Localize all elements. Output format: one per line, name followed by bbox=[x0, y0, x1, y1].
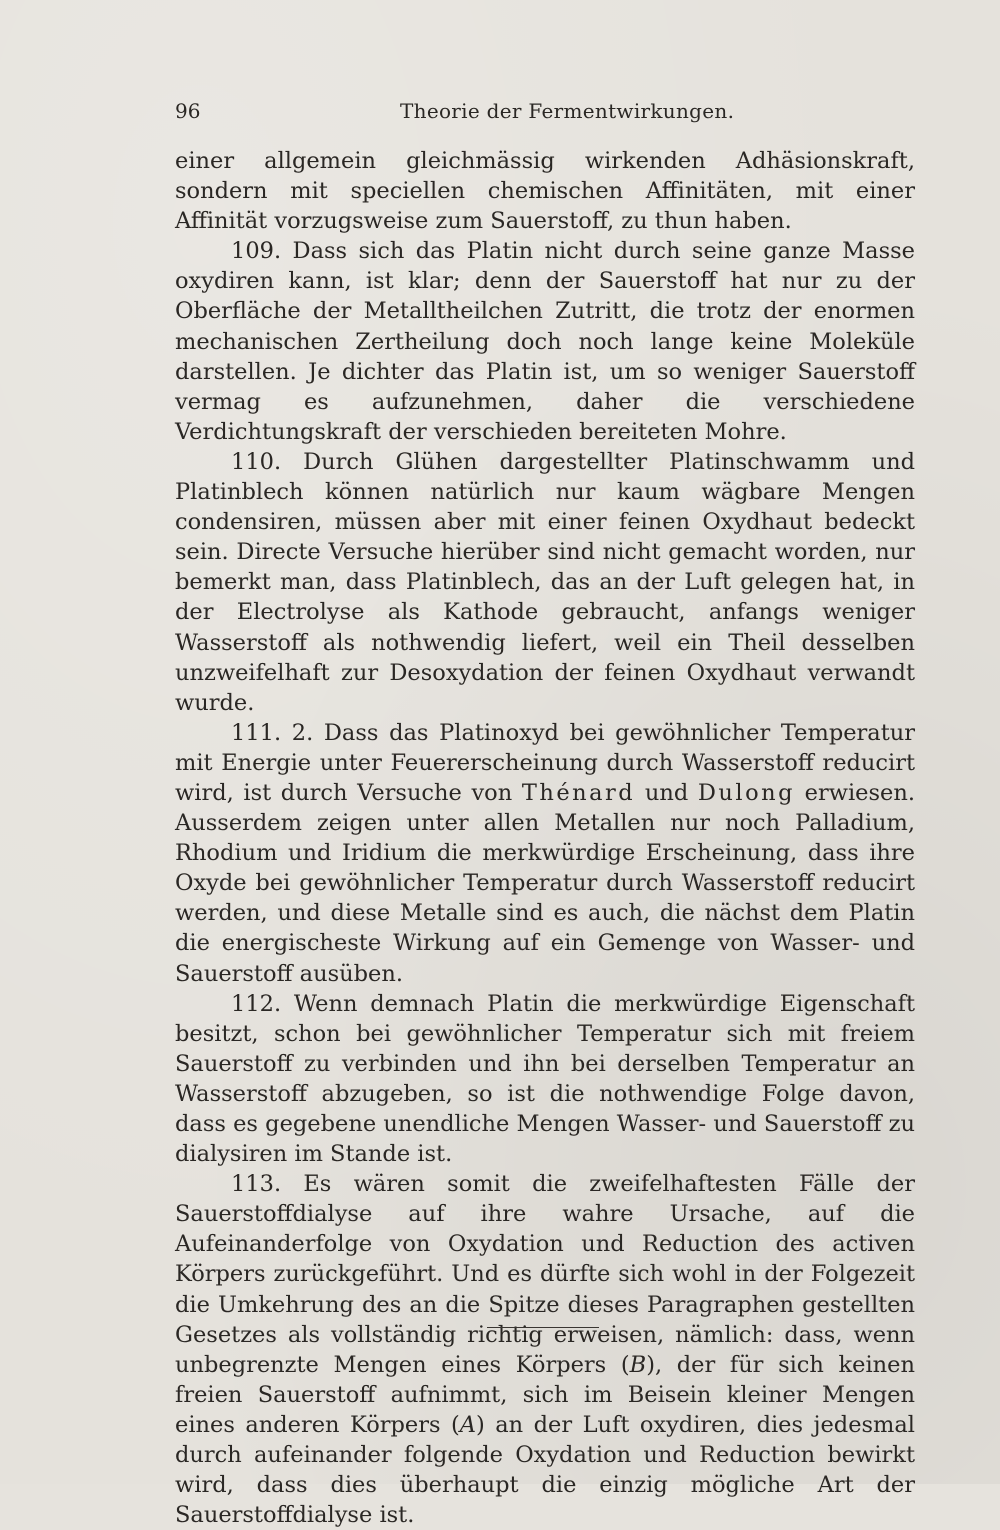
running-header bbox=[175, 97, 915, 125]
paragraph-111-text-end: erwiesen. Ausserdem zeigen unter allen Metallen nur noch Palladium, Rhodium und Iridium die merkwürdige Erscheinung, dass ihre Oxyde bei gewöhnlicher Temperatur durch Wasserstoff reducirt werden, und diese Metalle sind es auch, die nächst dem Platin die energischeste Wirkung auf ein Gemenge von Wasser- und Sauerstoff ausüben. bbox=[175, 779, 915, 987]
paragraph-112: 112. Wenn demnach Platin die merkwürdige Eigenschaft besitzt, schon bei gewöhnlicher Temperatur sich mit freiem Sauerstoff zu verbinden und ihn bei derselben Temperatur an Wasserstoff abzugeben, so ist die nothwendige Folge davon, dass es gegebene unendliche Mengen Wasser- und Sauerstoff zu dialysiren im Stande ist. bbox=[175, 990, 915, 1168]
paragraph-111-text-start: 111. 2. Dass das Platinoxyd bei gewöhnlicher Temperatur mit Energie unter Feuererscheinung durch Wasserstoff reducirt wird, ist durch Versuche von bbox=[175, 719, 915, 806]
running-title: Theorie der Fermentwirkungen. bbox=[400, 99, 735, 123]
paragraph-109: 109. Dass sich das Platin nicht durch seine ganze Masse oxydiren kann, ist klar; denn der Sauerstoff hat nur zu der Oberfläche der Metalltheilchen Zutritt, die trotz der enormen mechanischen Zertheilung doch noch lange keine Moleküle darstellen. Je dichter das Platin ist, um so weniger Sauerstoff vermag es aufzunehmen, daher die verschiedene Verdichtungskraft der verschieden bereiteten Mohre. bbox=[175, 238, 915, 445]
section-end-rule bbox=[487, 1327, 599, 1328]
body-text bbox=[175, 146, 915, 1530]
variable-a: A bbox=[459, 1411, 477, 1438]
author-name-thenard: Thénard bbox=[521, 779, 636, 806]
paragraph-111 bbox=[175, 718, 915, 989]
paragraph-113-text-middle: ), der für sich keinen freien Sauerstoff aufnimmt, sich im Beisein kleiner Mengen eines anderen Körpers ( bbox=[175, 1351, 915, 1438]
paragraph-continuation: einer allgemein gleichmässig wirkenden Adhäsionskraft, sondern mit speciellen chemischen Affinitäten, mit einer Affinität vorzugsweise zum Sauerstoff, zu thun haben. bbox=[175, 148, 915, 235]
paragraph-113-text-end: ) an der Luft oxydiren, dies jedesmal durch aufeinander folgende Oxydation und Reduction bewirkt wird, dass dies überhaupt die einzig mögliche Art der Sauerstoffdialyse ist. bbox=[175, 1411, 915, 1529]
page-number: 96 bbox=[175, 99, 201, 123]
paragraph-111-text-conjunction: und bbox=[635, 779, 698, 806]
paragraph-113-text-start: 113. Es wären somit die zweifelhaftesten Fälle der Sauerstoffdialyse auf ihre wahre Ursache, auf die Aufeinanderfolge von Oxydation und Reduction des activen Körpers zurückgeführt. Und es dürfte sich wohl in der Folgezeit die Umkehrung des an die Spitze dieses Paragraphen gestellten Gesetzes als vollständig richtig erweisen, nämlich: dass, wenn unbegrenzte Mengen eines Körpers ( bbox=[175, 1171, 915, 1378]
variable-b: B bbox=[629, 1351, 647, 1378]
paragraph-110: 110. Durch Glühen dargestellter Platinschwamm und Platinblech können natürlich nur kaum wägbare Mengen condensiren, müssen aber mit einer feinen Oxydhaut bedeckt sein. Directe Versuche hierüber sind nicht gemacht worden, nur bemerkt man, dass Platinblech, das an der Luft gelegen hat, in der Electrolyse als Kathode gebraucht, anfangs weniger Wasserstoff als nothwendig liefert, weil ein Theil desselben unzweifelhaft zur Desoxydation der feinen Oxydhaut verwandt wurde. bbox=[175, 448, 915, 716]
paragraph-113 bbox=[175, 1169, 915, 1530]
author-name-dulong: Dulong bbox=[697, 779, 796, 806]
